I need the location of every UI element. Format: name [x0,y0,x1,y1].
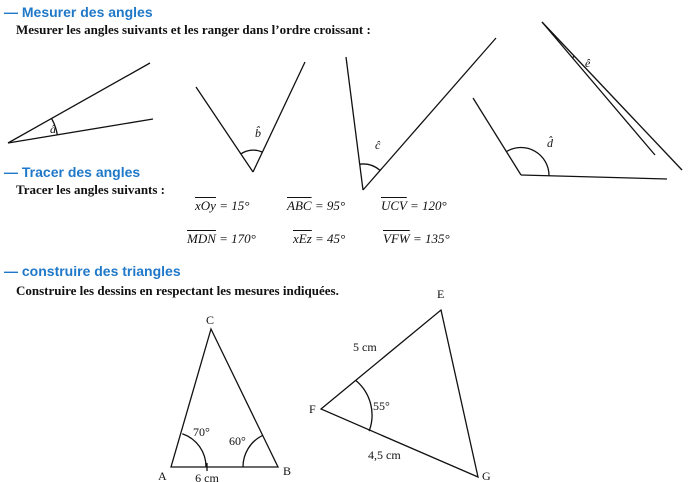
vertex-label-b: B [283,464,292,478]
vertex-label-c: C [206,313,215,327]
angle-label-d: d̂ [547,136,553,150]
angle-figure-b [196,62,305,172]
angle-figure-a [8,63,153,143]
vertex-label-e: E [437,287,445,301]
section-title-triangles: — construire des triangles [4,263,181,279]
section-title-draw: — Tracer des angles [4,164,141,180]
angle-spec-xoy: $\overline{xOy} = 15^\circ$ [195,198,250,213]
vertex-label-f: F [309,402,316,416]
section-title-measure: — Mesurer des angles [4,4,153,20]
side-label-ab: 6 cm [195,471,219,482]
angle-label-a: â [50,122,56,136]
triangle-abc [171,329,278,471]
angle-spec-xez: $\overline{xEz} = 45^\circ$ [293,231,346,246]
angle-label-55: 55° [373,399,390,413]
instruction-draw: Tracer les angles suivants : [16,182,166,197]
angle-figure-d [473,98,667,179]
angle-figure-e [542,22,682,170]
angle-figure-c [346,38,496,190]
angle-spec-vfw: $\overline{VFW} = 135^\circ$ [383,231,450,246]
vertex-label-g: G [482,469,491,482]
angle-label-60: 60° [229,434,246,448]
angle-label-e: ê [585,56,591,70]
side-label-fe: 5 cm [353,340,377,354]
angle-spec-ucv: $\overline{UCV} = 120^\circ$ [381,198,447,213]
instruction-triangles: Construire les dessins en respectant les mesures indiquées. [16,283,339,298]
angle-label-c: ĉ [375,138,381,152]
angle-label-70: 70° [193,425,210,439]
angle-label-b: b̂ [255,126,261,140]
vertex-label-a: A [158,469,167,482]
angle-spec-mdn: $\overline{MDN} = 170^\circ$ [187,231,256,246]
side-label-fg: 4,5 cm [368,448,401,462]
instruction-measure: Mesurer les angles suivants et les ranger dans l’ordre croissant : [16,22,371,37]
angle-spec-abc: $\overline{ABC} = 95^\circ$ [287,198,346,213]
